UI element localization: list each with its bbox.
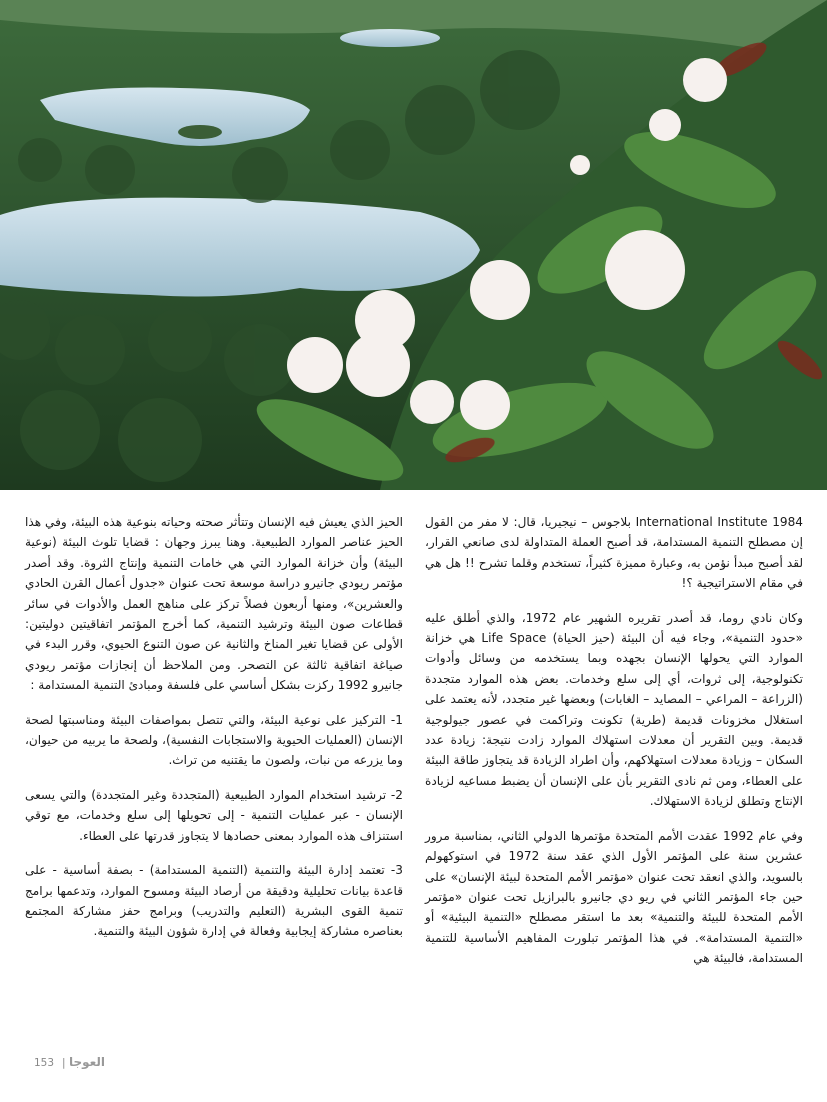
article-column-left: [25, 512, 403, 956]
paragraph: وفي عام 1992 عقدت الأمم المتحدة مؤتمرها الدولي الثاني، بمناسبة مرور عشرين سنة على المؤتمر الأول الذي عقد سنة 1972 في استوكهولم بالسويد، والذي انعقد تحت عنوان «مؤتمر الأمم المتحدة لبيئة الإنسان» على حين جاء المؤتمر الثاني في ريو دي جانيرو بالبرازيل تحت عنوان «مؤتمر الأمم المتحدة للبيئة والتنمية» بعد ما استقر مصطلح «التنمية البيئية» أو «التنمية المستدامة». في هذا المؤتمر تبلورت المفاهيم الأساسية للتنمية المستدامة، فالبيئة هي: [425, 828, 803, 966]
page-footer: [34, 1055, 105, 1069]
list-item: 1- التركيز على نوعية البيئة، والتي تتصل بمواصفات البيئة ومناسبتها لصحة الإنسان (العمليات الحيوية والاستجابات النفسية)، ولصحة ما يربيه من حيوان، وما يزرعه من نبات، ولصون ما يقتنيه من تراث.: [25, 712, 403, 768]
paragraph: International Institute 1984 بلاجوس – نيجيريا، قال: لا مفر من القول إن مصطلح التنمية المستدامة، قد أصبح العملة المتداولة لدى صانعي القرار، لقد أصبح مبدأ نؤمن به، وعبارة مميزة كثيراً، تستخدم وقلما تشرح !! هل هي في مقام الاستراتيجية ؟!: [425, 515, 803, 591]
divider: |: [62, 1057, 66, 1069]
paragraph: وكان نادي روما، قد أصدر تقريره الشهير عام 1972، والذي أطلق عليه «حدود التنمية»، وجاء فيه أن البيئة (حيز الحياة) Life Space هي خزانة الموارد التي يحولها الإنسان بجهده وبما يستخدمه من وسائل وأدوات تكنولوجية، إلى ثروات، أي إلى سلع وخدمات. بعض هذه الموارد متجددة (الزراعة – المراعي – المصايد – الغابات) وبعضها غير متجدد، لأنه يعتمد على استغلال مخزونات قديمة (طرية) تكونت وتراكمت في عصور جيولوجية قديمة. وبين التقرير أن معدلات استهلاك الموارد زادت نتيجة: زيادة عدد السكان – وزيادة معدلات استهلاكهم، وأن اطراد الزيادة قد يتجاوز طاقة البيئة على العطاء، ومن ثم نادى التقرير بأن على الإنسان أن يضبط مساعيه لزيادة الإنتاج وتطلق لزيادة الاستهلاك.: [425, 610, 803, 809]
magazine-name: العوجا: [68, 1055, 106, 1069]
paragraph: الحيز الذي يعيش فيه الإنسان وتتأثر صحته وحياته بنوعية هذه البيئة، وفي هذا الحيز عناصر الموارد الطبيعية. وهنا يبرز وجهان : قضايا تلوث البيئة (نوعية البيئة) وأن خزانة الموارد التي هي خامات التنمية وإنتاج الثروة. وقد أصدر مؤتمر ريودي جانيرو دراسة موسعة تحت عنوان «جدول أعمال القرن الحادي والعشرين»، ومنها أربعون فصلاً تركز على مناهج العمل والأدوات في سائر قطاعات صون البيئة وترشيد التنمية، كما أخرج المؤتمر اتفاقيتين دوليتين: الأولى عن قضايا تغير المناخ والثانية عن صون التنوع الحيوي، وقرر البدء في صياغة اتفاقية ثالثة عن التصحر. ومن الملاحظ أن إنجازات مؤتمر ريودي جانيرو 1992 ركزت بشكل أساسي على فلسفة ومبادئ التنمية المستدامة :: [25, 515, 403, 693]
lower-lake: [0, 198, 480, 297]
list-item: 3- تعتمد إدارة البيئة والتنمية (التنمية المستدامة) - بصفة أساسية - على قاعدة بيانات تحليلية ودقيقة من أرصاد البيئة ومسوح الموارد، وتدعمها برامج تنمية القوى البشرية (التعليم والتدريب) وبرامج حفز مشاركة المجتمع بعناصره مشاركة إيجابية وفعالة في إدارة شؤون البيئة والتنمية.: [25, 863, 403, 939]
island: [178, 125, 222, 139]
landscape-photo: [0, 0, 827, 490]
far-lake: [340, 29, 440, 47]
page-number: 153: [34, 1057, 55, 1069]
article-column-right: [425, 512, 803, 983]
list-item: 2- ترشيد استخدام الموارد الطبيعية (المتجددة وغير المتجددة) والتي يسعى الإنسان - عبر عمليات التنمية - إلى تحويلها إلى سلع وخدمات، مع توقي استنزاف هذه الموارد بمعنى حصادها لا يتجاوز قدرتها على العطاء.: [25, 787, 403, 843]
